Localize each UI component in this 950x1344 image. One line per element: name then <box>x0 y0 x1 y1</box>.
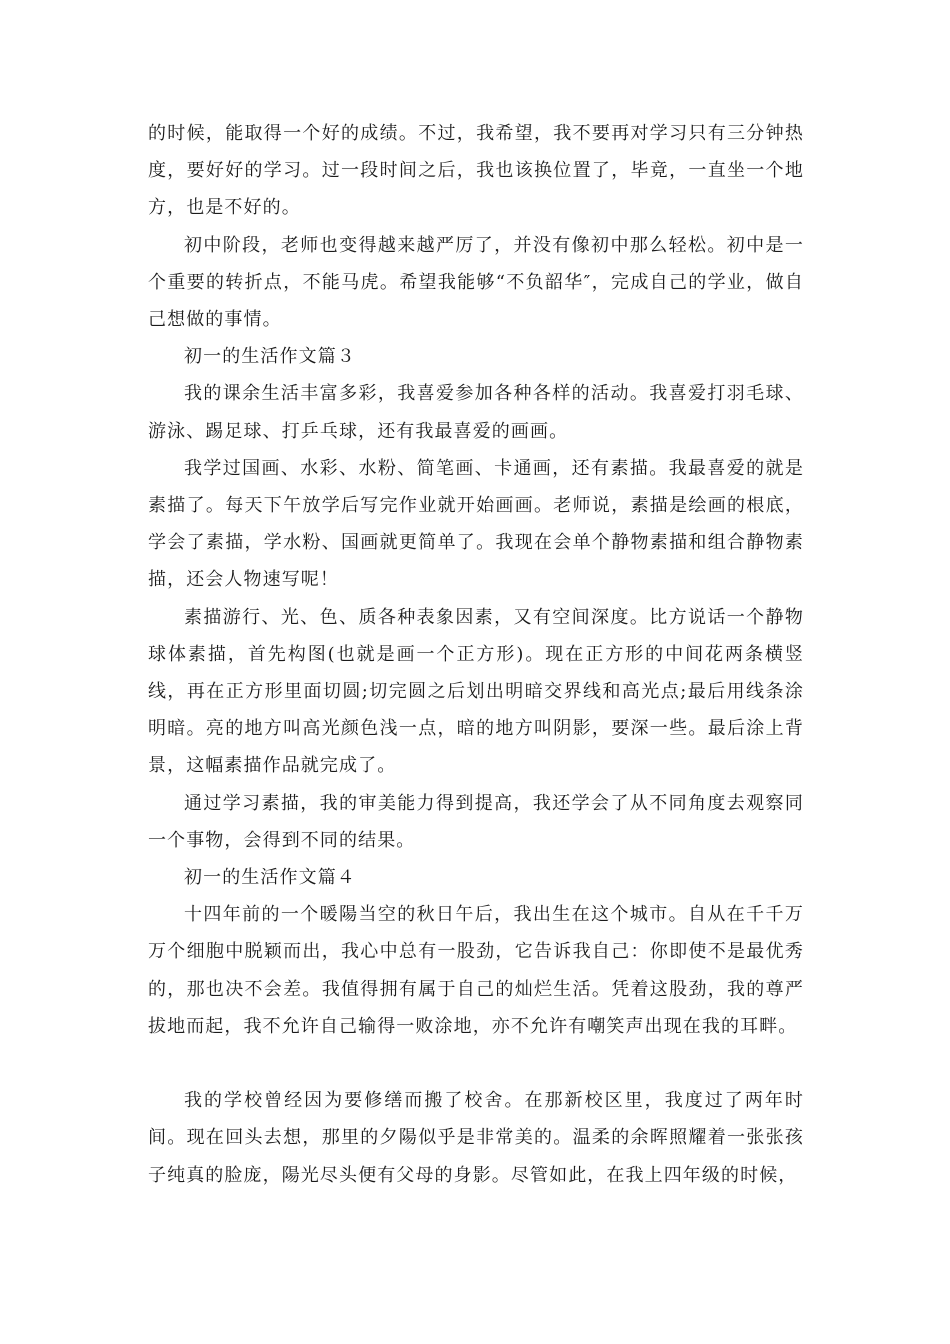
blank-line <box>148 1045 804 1082</box>
document-page <box>148 115 804 1194</box>
paragraph-1: 的时候，能取得一个好的成绩。不过，我希望，我不要再对学习只有三分钟热度，要好好的学习。过一段时间之后，我也该换位置了，毕竟，一直坐一个地方，也是不好的。 <box>148 123 804 219</box>
paragraph-4: 我学过国画、水彩、水粉、简笔画、卡通画，还有素描。我最喜爱的就是素描了。每天下午放学后写完作业就开始画画。老师说，素描是绘画的根底，学会了素描，学水粉、国画就更简单了。我现在会单个静物素描和组合静物素描，还会人物速写呢！ <box>148 457 804 591</box>
paragraph-5: 素描游行、光、色、质各种表象因素，又有空间深度。比方说话一个静物球体素描，首先构图(也就是画一个正方形)。现在正方形的中间花两条横竖线，再在正方形里面切圆;切完圆之后划出明暗交界线和高光点;最后用线条涂明暗。亮的地方叫高光颜色浅一点，暗的地方叫阴影，要深一些。最后涂上背景，这幅素描作品就完成了。 <box>148 606 804 777</box>
paragraph-6: 通过学习素描，我的审美能力得到提高，我还学会了从不同角度去观察同一个事物，会得到不同的结果。 <box>148 792 804 851</box>
paragraph-2: 初中阶段，老师也变得越来越严厉了，并没有像初中那么轻松。初中是一个重要的转折点，不能马虎。希望我能够“不负韶华″，完成自己的学业，做自己想做的事情。 <box>148 234 805 331</box>
section-heading-3: 初一的生活作文篇３ <box>184 346 356 368</box>
paragraph-3: 我的课余生活丰富多彩，我喜爱参加各种各样的活动。我喜爱打羽毛球、游泳、踢足球、打乒乓球，还有我最喜爱的画画。 <box>148 383 804 442</box>
paragraph-8: 我的学校曾经因为要修缮而搬了校舍。在那新校区里，我度过了两年时间。现在回头去想，那里的夕陽似乎是非常美的。温柔的余晖照耀着一张张孩子纯真的脸庞，陽光尽头便有父母的身影。尽管如此，在我上四年级的时候， <box>148 1090 804 1186</box>
section-heading-4: 初一的生活作文篇４ <box>184 867 356 889</box>
paragraph-7: 十四年前的一个暖陽当空的秋日午后，我出生在这个城市。自从在千千万万个细胞中脱颖而出，我心中总有一股劲，它告诉我自己：你即使不是最优秀的，那也决不会差。我值得拥有属于自己的灿烂生活。凭着这股劲，我的尊严拔地而起，我不允许自己输得一败涂地，亦不允许有嘲笑声出现在我的耳畔。 <box>148 904 804 1037</box>
